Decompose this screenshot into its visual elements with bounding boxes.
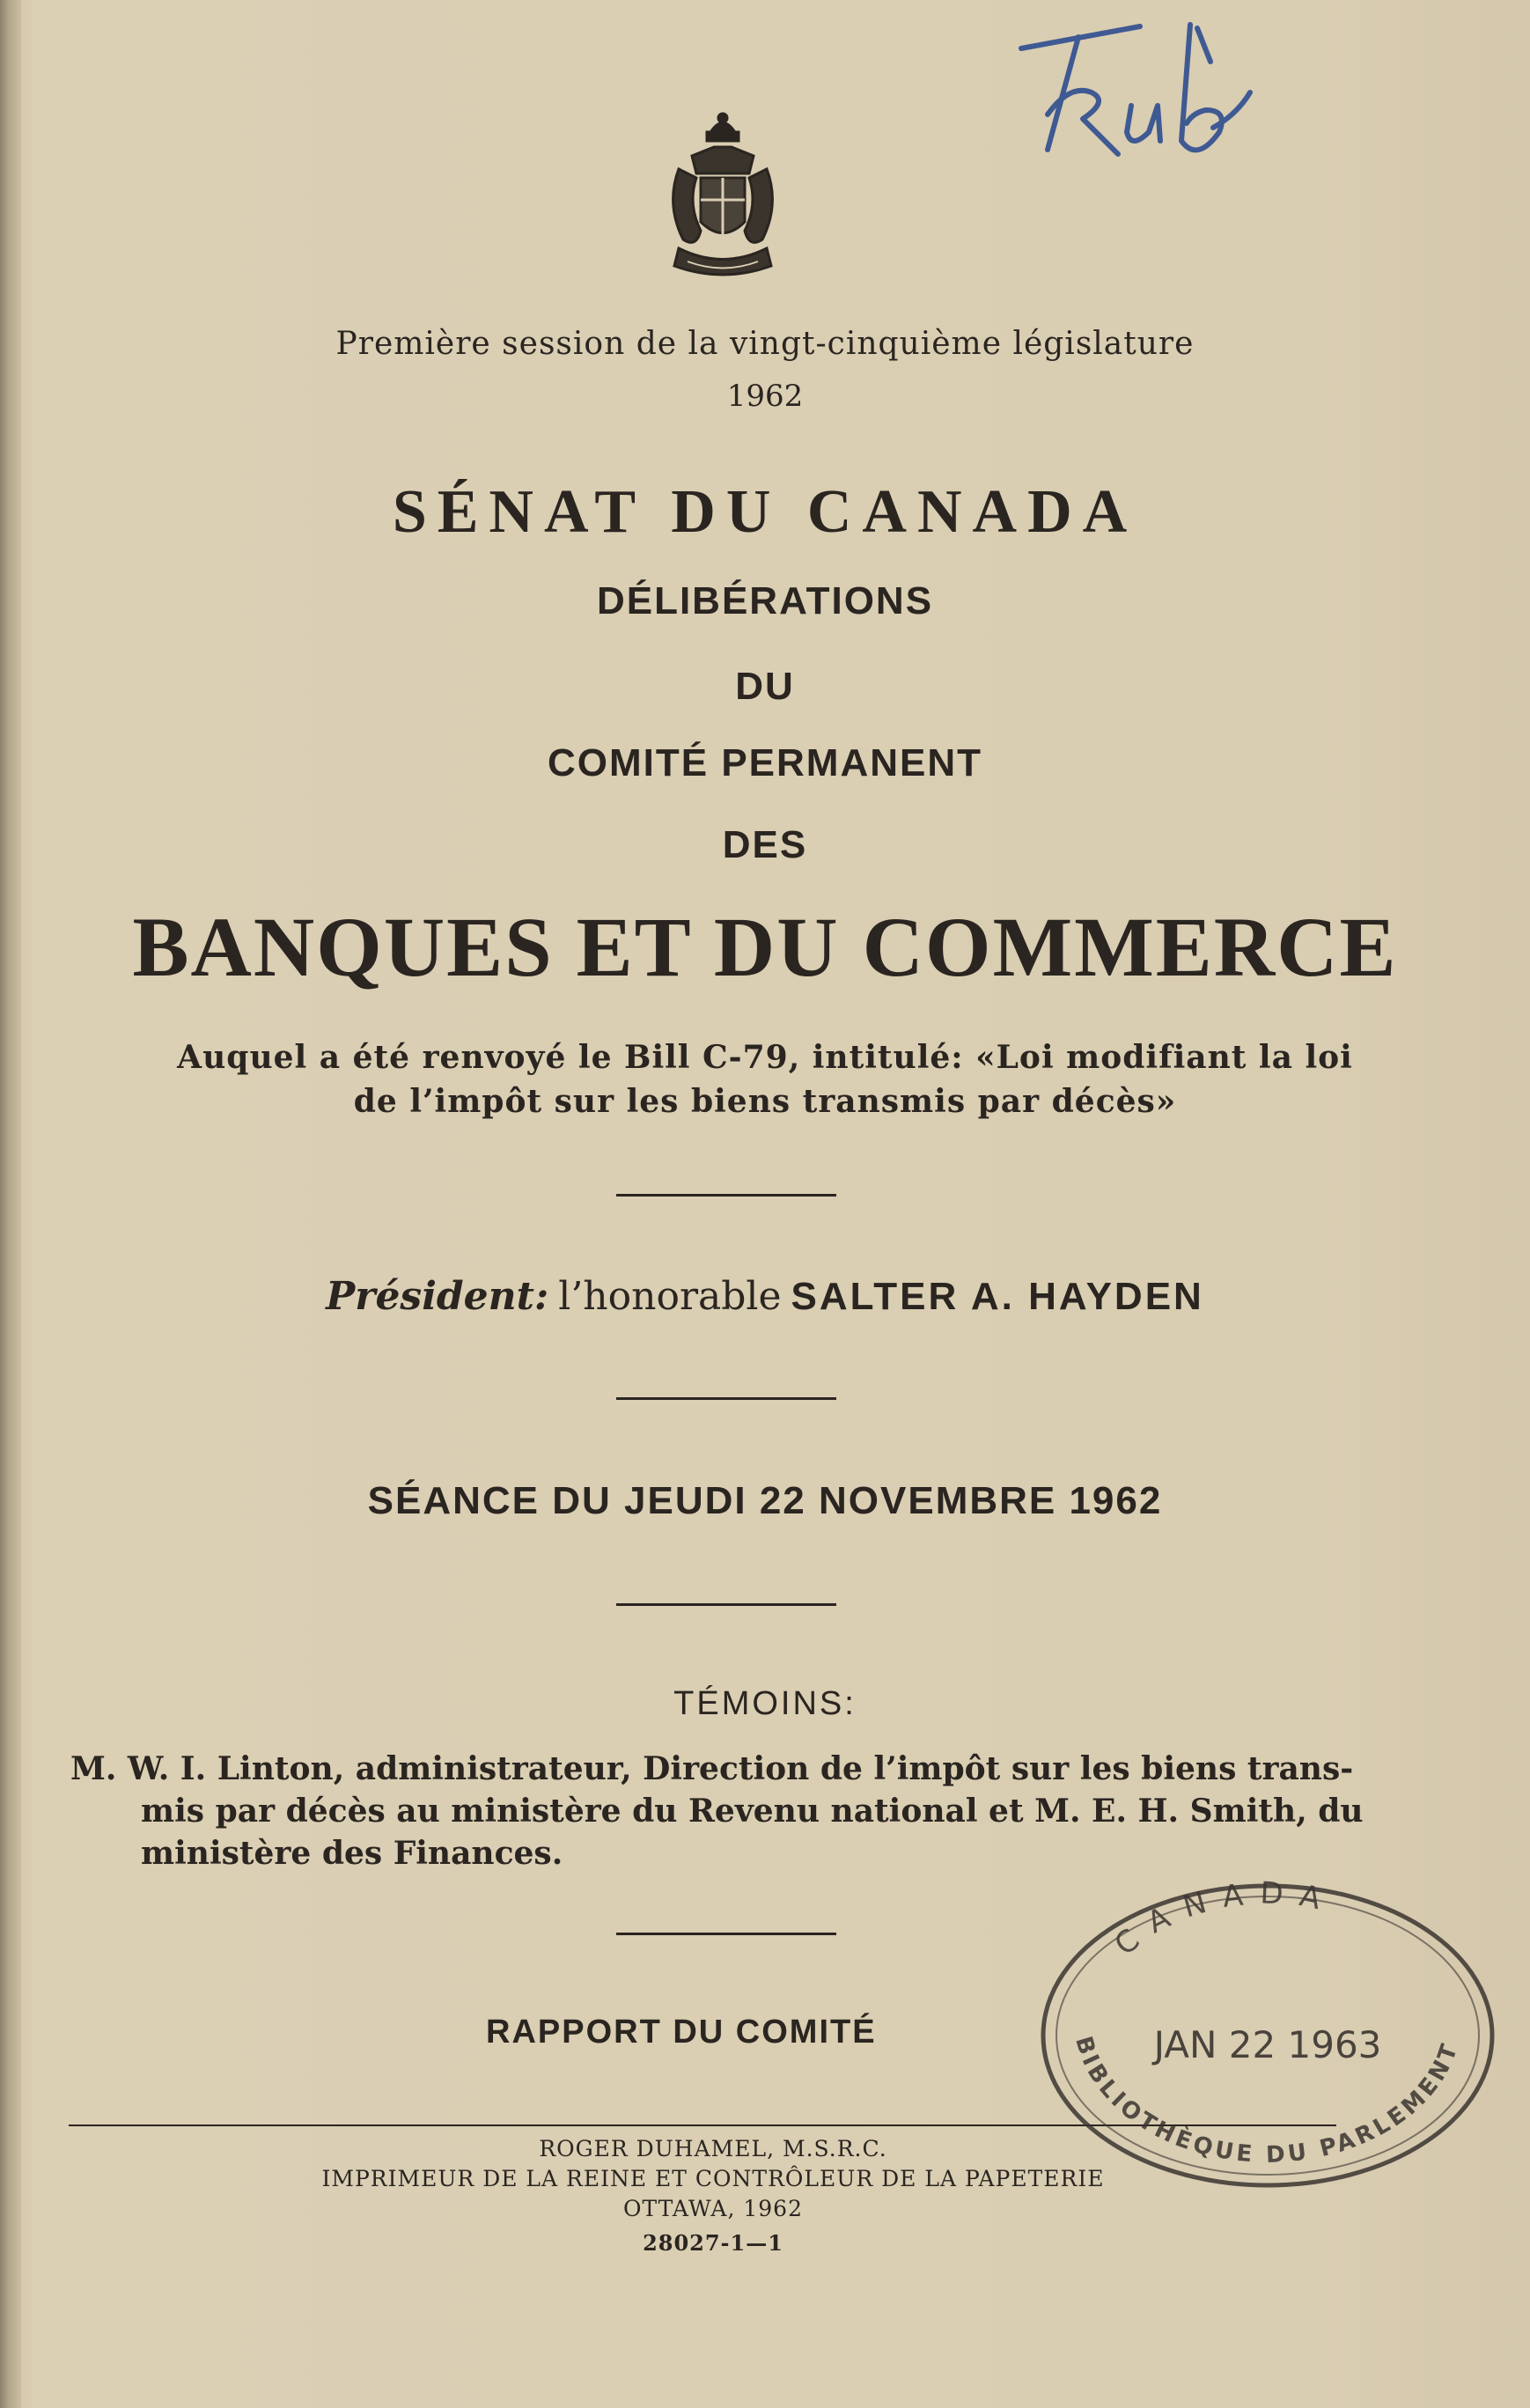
committee-type-heading: COMITÉ PERMANENT (548, 741, 982, 784)
print-code: 28027-1—1 (643, 2230, 783, 2256)
handwritten-note (986, 9, 1338, 185)
library-stamp (1021, 1868, 1514, 2220)
bill-reference-line1: Auquel a été renvoyé le Bill C-79, intitulé: «Loi modifiant la loi (177, 1039, 1353, 1076)
stamp-date: JAN 22 1963 (1153, 2023, 1382, 2066)
stamp-top-text: CANADA (1107, 1875, 1340, 1963)
bill-reference (0, 1035, 1530, 1123)
du-heading: DU (735, 665, 795, 708)
des-heading: DES (722, 823, 808, 866)
witnesses-heading: TÉMOINS: (673, 1685, 857, 1722)
witnesses-line2: mis par décès au ministère du Revenu national et M. E. H. Smith, du (141, 1793, 1364, 1830)
committee-name: BANQUES ET DU COMMERCE (132, 900, 1398, 994)
president-honorific: l’honorable (558, 1274, 782, 1319)
session-year: 1962 (726, 379, 804, 414)
committee-report-heading: RAPPORT DU COMITÉ (486, 2014, 877, 2051)
printer-name: ROGER DUHAMEL, M.S.R.C. (539, 2136, 887, 2161)
session-date: SÉANCE DU JEUDI 22 NOVEMBRE 1962 (367, 1479, 1163, 1522)
senate-title: SÉNAT DU CANADA (392, 478, 1138, 546)
stamp-bottom-text: BIBLIOTHÈQUE DU PARLEMENT (1070, 2033, 1465, 2169)
svg-text:CANADA (1108, 1875, 1340, 1962)
printer-place: OTTAWA, 1962 (622, 2196, 803, 2221)
coat-of-arms-icon (661, 107, 784, 284)
deliberations-heading: DÉLIBÉRATIONS (596, 579, 934, 622)
divider (616, 1397, 836, 1400)
witnesses-line1: M. W. I. Linton, administrateur, Direction de l’impôt sur les biens trans- (70, 1750, 1354, 1787)
session-line: Première session de la vingt-cinquième législature (335, 326, 1195, 362)
divider (616, 1933, 836, 1935)
president-name: SALTER A. HAYDEN (791, 1275, 1204, 1318)
printer-title: IMPRIMEUR DE LA REINE ET CONTRÔLEUR DE LA PAPETERIE (321, 2166, 1105, 2191)
bill-reference-line2: de l’impôt sur les biens transmis par décès» (353, 1083, 1177, 1120)
president-label: Président: (326, 1274, 549, 1319)
divider (616, 1603, 836, 1606)
witnesses-list (70, 1748, 1391, 1874)
president-line (0, 1274, 1530, 1319)
witnesses-line3: ministère des Finances. (141, 1835, 563, 1872)
divider (616, 1194, 836, 1197)
